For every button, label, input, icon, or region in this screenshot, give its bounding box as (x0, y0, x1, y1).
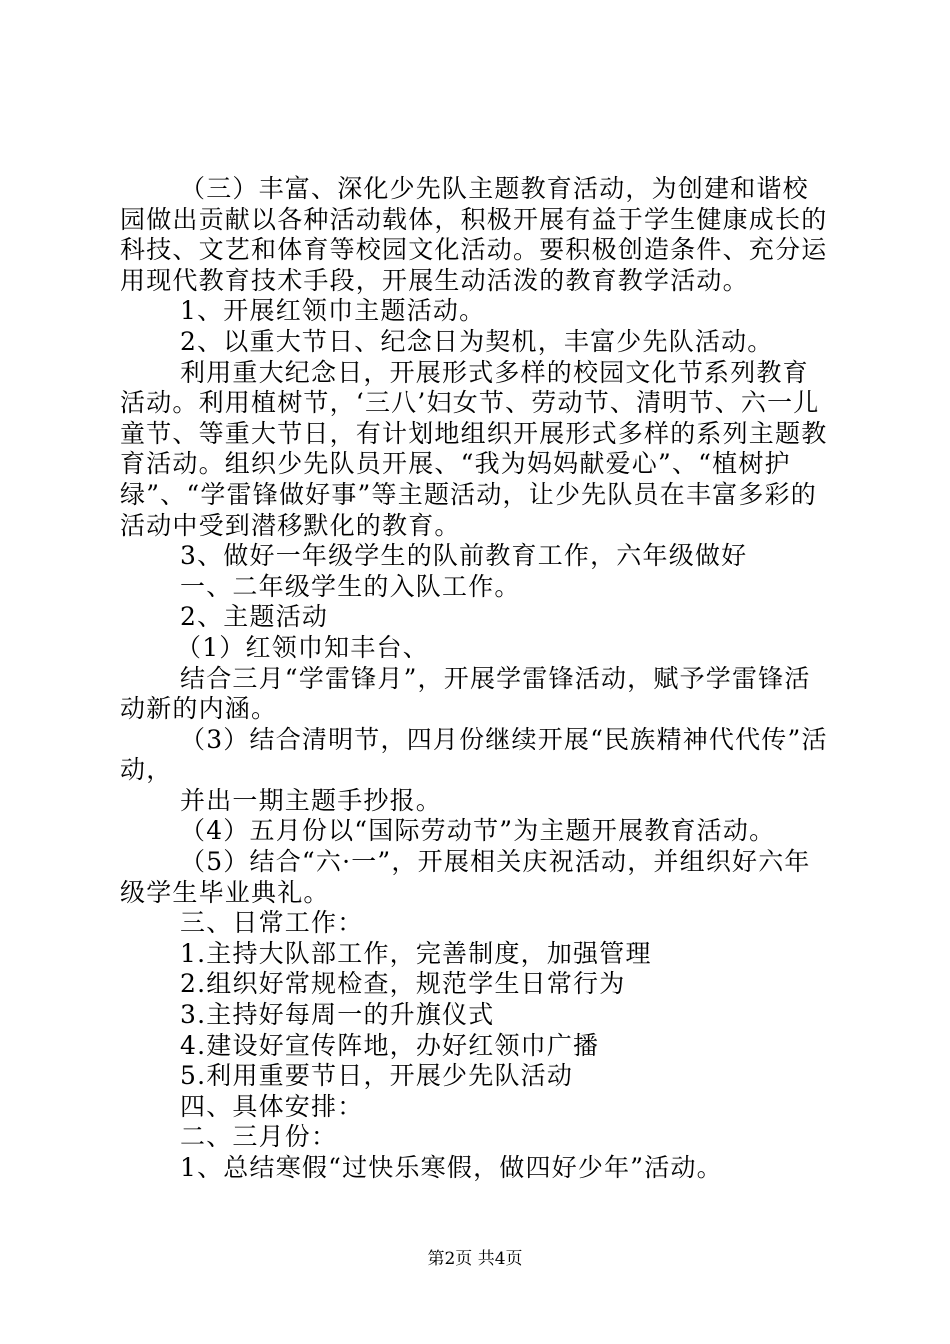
paragraph: 2、以重大节日、纪念日为契机，丰富少先队活动。 (180, 326, 774, 356)
paragraph: 1.主持大队部工作，完善制度，加强管理 (180, 938, 652, 968)
paragraph: 四、具体安排： (180, 1091, 364, 1121)
paragraph: （4）五月份以“国际劳动节”为主题开展教育活动。 (180, 816, 776, 846)
paragraph: 利用重大纪念日，开展形式多样的校园文化节系列教育活动。利用植树节，‘三八’妇女节、劳动节、清明节、六一儿童节、等重大节日，有计划地组织开展形式多样的系列主题教育活动。组织少先队员开展、“我为妈妈献爱心”、“植树护绿”、“学雷锋做好事”等主题活动，让少先队员在丰富多彩的活动中受到潜移默化的教育。 (120, 357, 828, 540)
paragraph: 3.主持好每周一的升旗仪式 (180, 1000, 495, 1030)
paragraph: 2.组织好常规检查，规范学生日常行为 (180, 969, 626, 999)
paragraph: （1）红领巾知丰台、 (176, 632, 429, 662)
paragraph: 三、日常工作： (180, 908, 364, 938)
paragraph: 4.建设好宣传阵地，办好红领巾广播 (180, 1030, 600, 1060)
paragraph: 1、开展红领巾主题活动。 (180, 296, 486, 326)
paragraph: （5）结合“六·一”，开展相关庆祝活动，并组织好六年级学生毕业典礼。 (120, 847, 811, 907)
document-body (120, 174, 832, 1184)
paragraph: 二、三月份： (180, 1122, 338, 1152)
paragraph: 1、总结寒假“过快乐寒假，做四好少年”活动。 (180, 1153, 723, 1182)
paragraph: 2、主题活动 (180, 602, 329, 632)
paragraph: 一、二年级学生的入队工作。 (180, 571, 521, 601)
paragraph: 3、做好一年级学生的队前教育工作，六年级做好 (180, 541, 748, 571)
paragraph: 结合三月“学雷锋月”，开展学雷锋活动，赋予学雷锋活动新的内涵。 (120, 663, 811, 724)
paragraph: 5.利用重要节日，开展少先队活动 (180, 1061, 574, 1091)
paragraph: （3）结合清明节，四月份继续开展“民族精神代代传”活动， (120, 724, 828, 785)
page-footer: 第2页 共4页 (427, 1249, 523, 1269)
paragraph: （三）丰富、深化少先队主题教育活动，为创建和谐校园做出贡献以各种活动载体，积极开展有益于学生健康成长的科技、文艺和体育等校园文化活动。要积极创造条件、充分运用现代教育技术手段，开展生动活泼的教育教学活动。 (120, 174, 828, 295)
paragraph: 并出一期主题手抄报。 (180, 785, 443, 815)
